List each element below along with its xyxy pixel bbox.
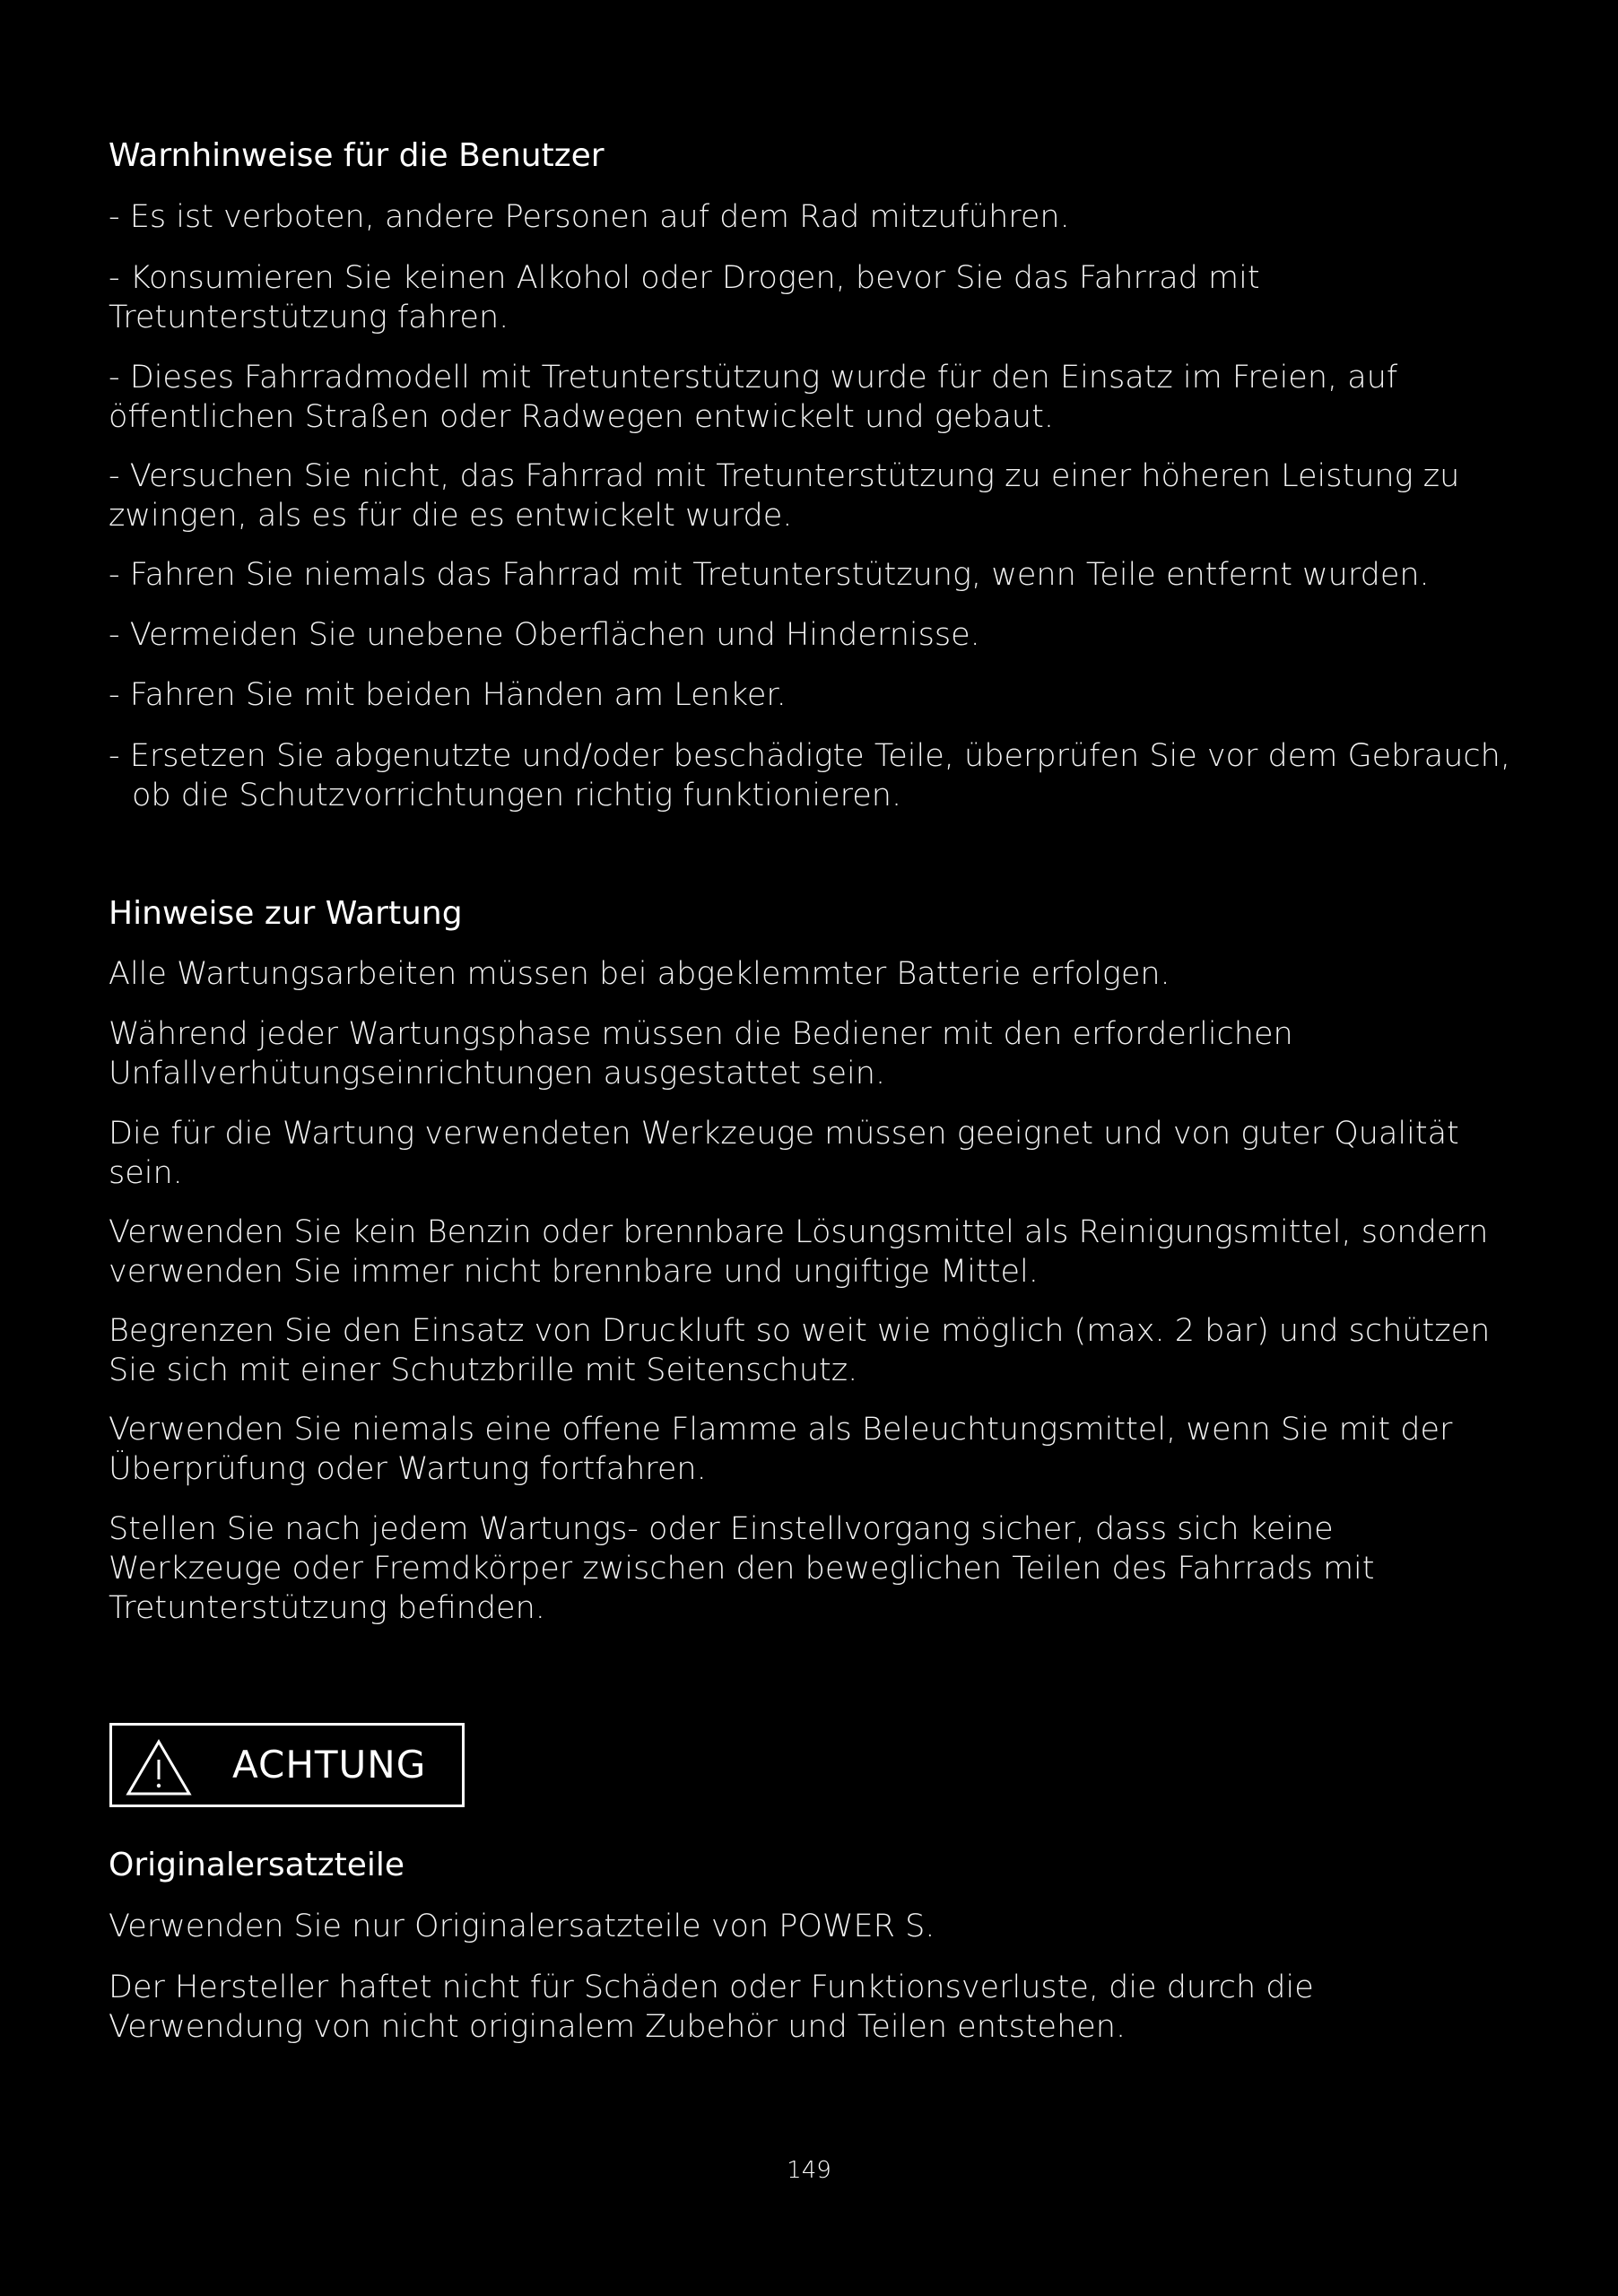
maintenance-paragraph-3: Die für die Wartung verwendeten Werkzeuge müssen geeignet und von guter Qualität sein. [109,1116,1459,1191]
page-number: 149 [787,2157,831,2184]
users-item-5: - Fahren Sie niemals das Fahrrad mit Tretunterstützung, wenn Teile entfernt wurden. [109,557,1430,593]
section-parts-heading: Originalersatzteile [109,1847,405,1883]
maintenance-paragraph-2: Während jeder Wartungsphase müssen die Bediener mit den erforderlichen Unfallverhütungseinrichtungen ausgestattet sein. [109,1016,1293,1091]
users-item-2: - Konsumieren Sie keinen Alkohol oder Drogen, bevor Sie das Fahrrad mit Tretunterstützung fahren. [109,260,1260,335]
users-item-4: - Versuchen Sie nicht, das Fahrrad mit Tretunterstützung zu einer höheren Leistung zu zwingen, als es für die es entwickelt wurde. [109,458,1460,534]
users-item-7: - Fahren Sie mit beiden Händen am Lenker. [109,677,787,713]
warning-label: ACHTUNG [232,1743,427,1787]
warning-box [109,1723,465,1807]
parts-paragraph-1: Verwenden Sie nur Originalersatzteile von POWER S. [109,1909,935,1944]
users-item-1: - Es ist verboten, andere Personen auf dem Rad mitzuführen. [109,199,1070,235]
section-maintenance-heading: Hinweise zur Wartung [109,895,463,932]
maintenance-paragraph-6: Verwenden Sie niemals eine offene Flamme als Beleuchtungsmittel, wenn Sie mit der Überprüfung oder Wartung fortfahren. [109,1412,1453,1487]
users-item-8: - Ersetzen Sie abgenutzte und/oder beschädigte Teile, überprüfen Sie vor dem Gebrauch, ob die Schutzvorrichtungen richtig funktionieren. [109,738,1510,813]
parts-paragraph-2: Der Hersteller haftet nicht für Schäden oder Funktionsverluste, die durch die Verwendung von nicht originalem Zubehör und Teilen entstehen. [109,1970,1314,2045]
warning-triangle-icon [125,1738,193,1797]
section-users-heading: Warnhinweise für die Benutzer [109,137,605,174]
maintenance-paragraph-7: Stellen Sie nach jedem Wartungs- oder Einstellvorgang sicher, dass sich keine Werkzeuge oder Fremdkörper zwischen den beweglichen Teilen des Fahrrads mit Tretunterstützung befinden. [109,1511,1375,1626]
maintenance-paragraph-4: Verwenden Sie kein Benzin oder brennbare Lösungsmittel als Reinigungsmittel, sondern verwenden Sie immer nicht brennbare und ungiftige Mittel. [109,1214,1489,1290]
maintenance-paragraph-5: Begrenzen Sie den Einsatz von Druckluft so weit wie möglich (max. 2 bar) und schützen Sie sich mit einer Schutzbrille mit Seitenschutz. [109,1313,1491,1388]
users-item-6: - Vermeiden Sie unebene Oberflächen und Hindernisse. [109,617,980,653]
maintenance-paragraph-1: Alle Wartungsarbeiten müssen bei abgeklemmter Batterie erfolgen. [109,956,1170,992]
users-item-3: - Dieses Fahrradmodell mit Tretunterstützung wurde für den Einsatz im Freien, auf öffentlichen Straßen oder Radwegen entwickelt und gebaut. [109,360,1398,435]
